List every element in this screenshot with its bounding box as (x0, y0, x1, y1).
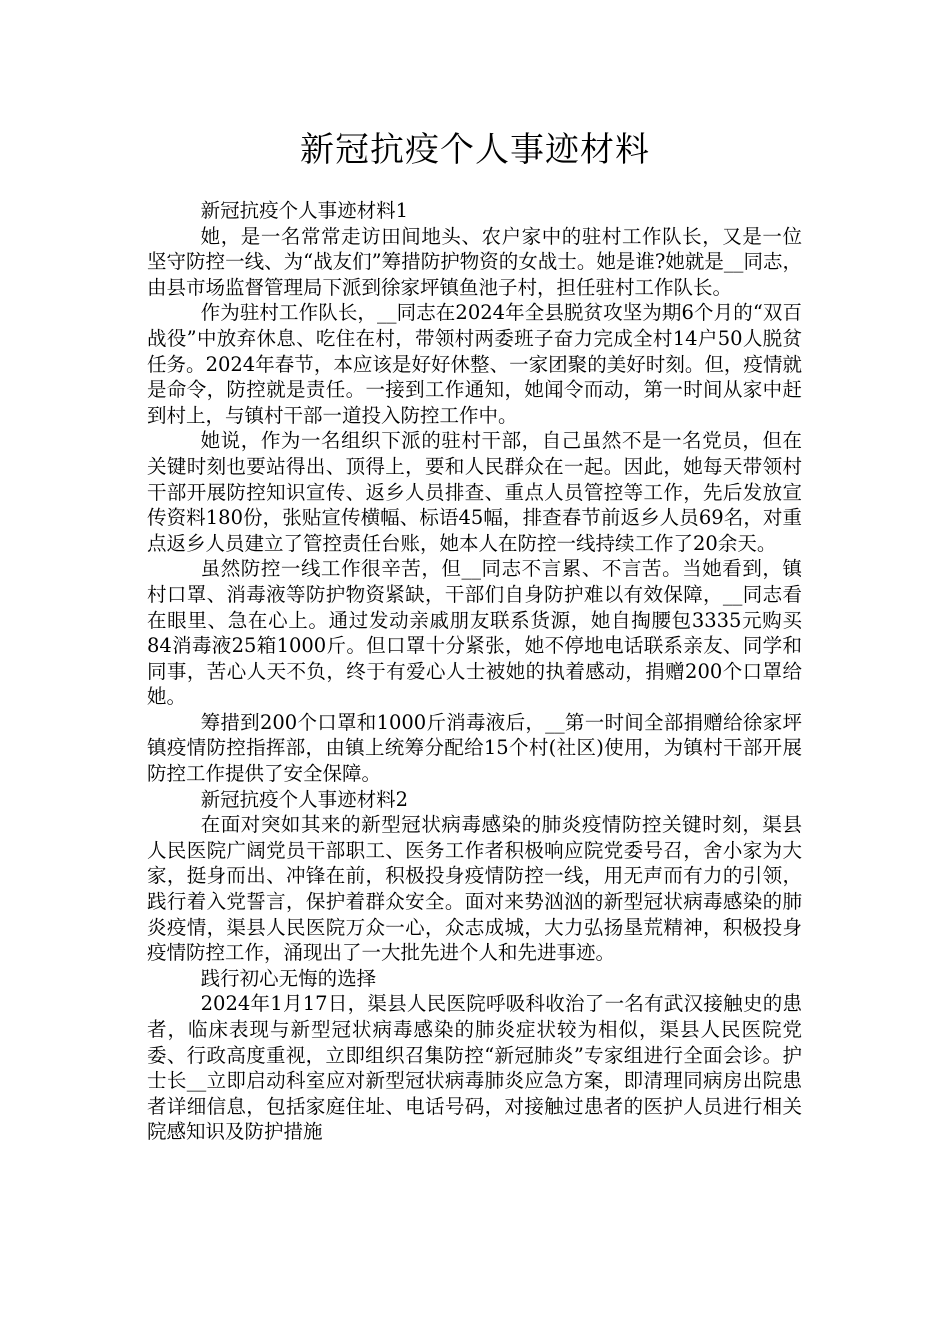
paragraph: 在面对突如其来的新型冠状病毒感染的肺炎疫情防控关键时刻，渠县人民医院广阔党员干部职工、医务工作者积极响应院党委号召，舍小家为大家，挺身而出、冲锋在前，积极投身疫情防控一线，用无声而有力的引领，践行着入党誓言，保护着群众安全。面对来势汹汹的新型冠状病毒感染的肺炎疫情，渠县人民医院万众一心，众志成城，大力弘扬垦荒精神，积极投身疫情防控工作，涌现出了一大批先进个人和先进事迹。 (147, 813, 802, 965)
paragraph: 她，是一名常常走访田间地头、农户家中的驻村工作队长，又是一位坚守防控一线、为“战友们”筹措防护物资的女战士。她是谁?她就是__同志，由县市场监督管理局下派到徐家坪镇鱼池子村，担任驻村工作队长。 (147, 224, 802, 299)
paragraph: 虽然防控一线工作很辛苦，但__同志不言累、不言苦。当她看到，镇村口罩、消毒液等防护物资紧缺，干部们自身防护难以有效保障，__同志看在眼里、急在心上。通过发动亲戚朋友联系货源，她自掏腰包3335元购买84消毒液25箱1000斤。但口罩十分紧张，她不停地电话联系亲友、同学和同事，苦心人天不负，终于有爱心人士被她的执着感动，捐赠200个口罩给她。 (147, 557, 802, 709)
paragraph: 作为驻村工作队长，__同志在2024年全县脱贫攻坚为期6个月的“双百战役”中放弃休息、吃住在村，带领村两委班子奋力完成全村14户50人脱贫任务。2024年春节，本应该是好好休整、一家团聚的美好时刻。但，疫情就是命令，防控就是责任。一接到工作通知，她闻令而动，第一时间从家中赶到村上，与镇村干部一道投入防控工作中。 (147, 301, 802, 427)
document-body (147, 198, 802, 1145)
paragraph: 她说，作为一名组织下派的驻村干部，自己虽然不是一名党员，但在关键时刻也要站得出、顶得上，要和人民群众在一起。因此，她每天带领村干部开展防控知识宣传、返乡人员排查、重点人员管控等工作，先后发放宣传资料180份，张贴宣传横幅、标语45幅，排查春节前返乡人员69名，对重点返乡人员建立了管控责任台账，她本人在防控一线持续工作了20余天。 (147, 429, 802, 555)
paragraph: 筹措到200个口罩和1000斤消毒液后，__第一时间全部捐赠给徐家坪镇疫情防控指挥部，由镇上统筹分配给15个村(社区)使用，为镇村干部开展防控工作提供了安全保障。 (147, 710, 802, 786)
page-title: 新冠抗疫个人事迹材料 (300, 130, 650, 170)
section-heading: 践行初心无悔的选择 (200, 966, 377, 990)
paragraph: 2024年1月17日，渠县人民医院呼吸科收治了一名有武汉接触史的患者，临床表现与新型冠状病毒感染的肺炎症状较为相似，渠县人民医院党委、行政高度重视，立即组织召集防控“新冠肺炎”专家组进行全面会诊。护士长__立即启动科室应对新型冠状病毒肺炎应急方案，即清理同病房出院患者详细信息，包括家庭住址、电话号码，对接触过患者的医护人员进行相关院感知识及防护措施 (147, 992, 802, 1144)
section-heading: 新冠抗疫个人事迹材料1 (200, 199, 409, 222)
section-heading: 新冠抗疫个人事迹材料2 (200, 787, 409, 811)
